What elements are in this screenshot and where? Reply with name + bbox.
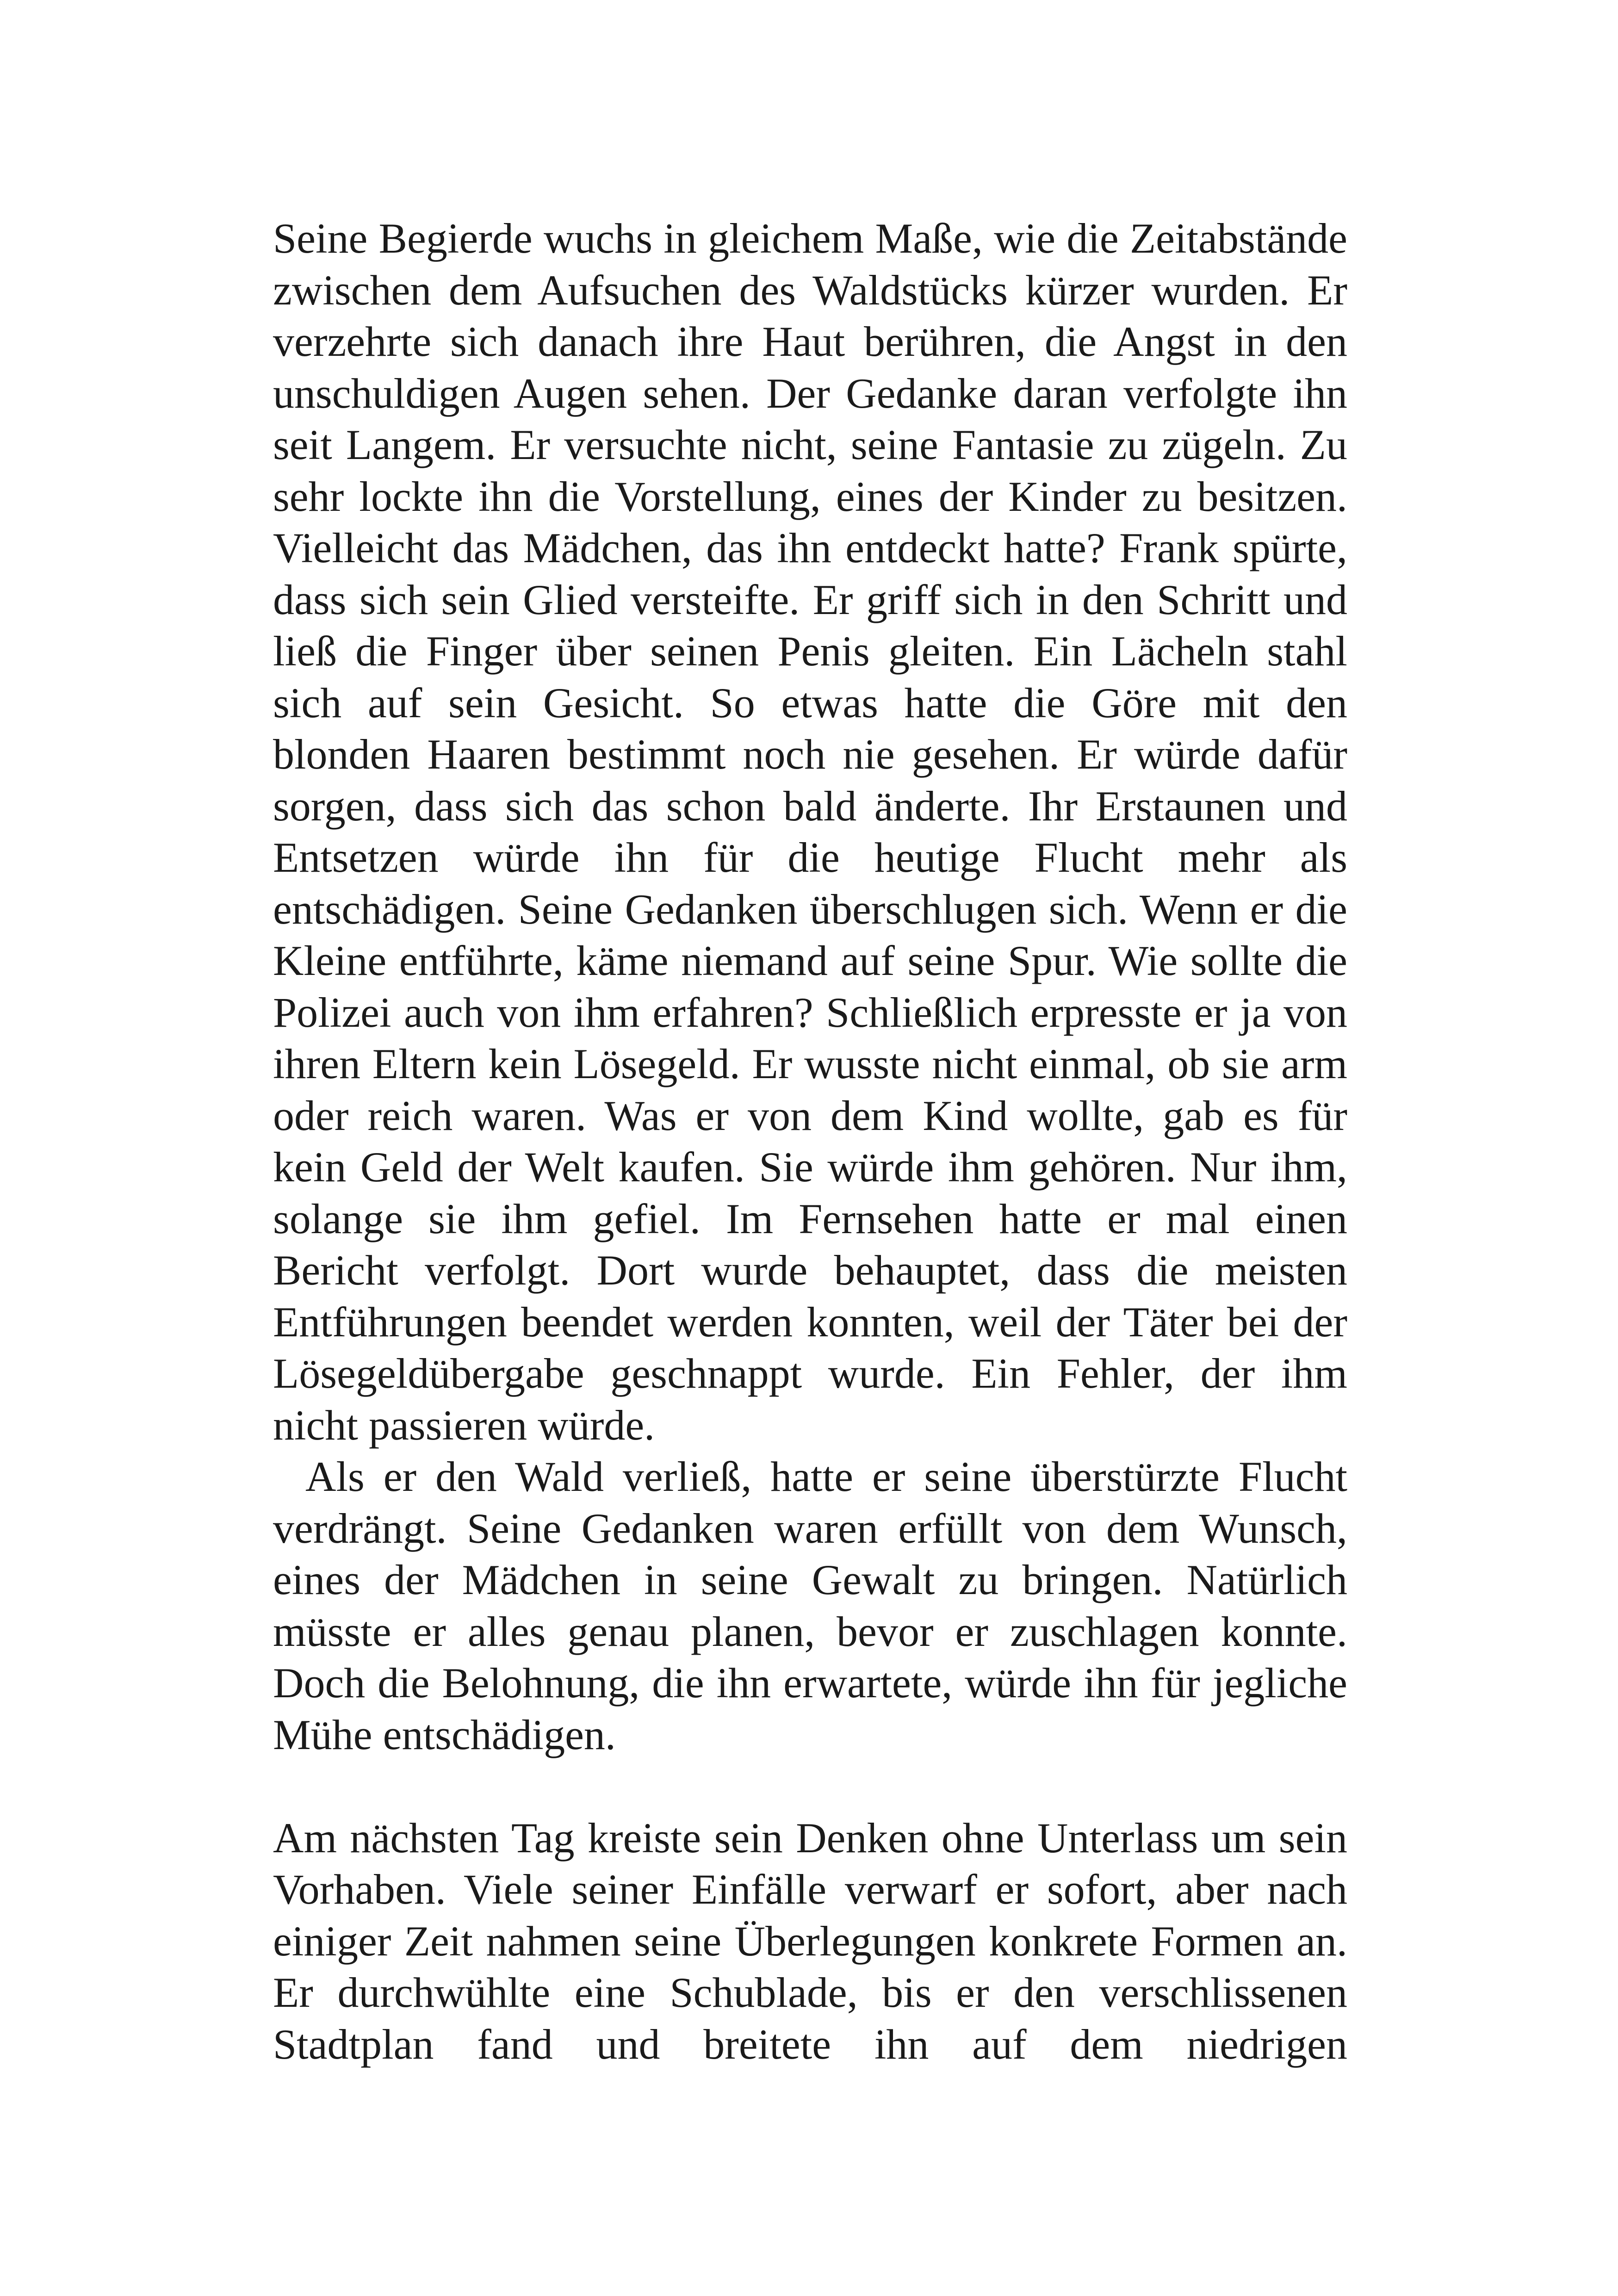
paragraph <box>273 1451 1347 1761</box>
text-line: Seine Begierde wuchs in gleichem Maße, wie die Zeitabstände <box>273 215 1347 262</box>
text-line: Doch die Belohnung, die ihn erwartete, würde ihn für jegliche <box>273 1659 1347 1706</box>
text-line: eines der Mädchen in seine Gewalt zu bringen. Natürlich <box>273 1556 1347 1603</box>
text-line: ihren Eltern kein Lösegeld. Er wusste nicht einmal, ob sie arm <box>273 1040 1347 1087</box>
text-line: Lösegeldübergabe geschnappt wurde. Ein Fehler, der ihm <box>273 1350 1347 1397</box>
text-line: ließ die Finger über seinen Penis gleiten. Ein Lächeln stahl <box>273 627 1347 675</box>
text-line: sich auf sein Gesicht. So etwas hatte die Göre mit den <box>273 679 1347 726</box>
text-line: verzehrte sich danach ihre Haut berühren, die Angst in den <box>273 318 1347 365</box>
paragraph-gap <box>273 1761 1347 1812</box>
text-line: Vorhaben. Viele seiner Einfälle verwarf er sofort, aber nach <box>273 1866 1347 1913</box>
paragraph <box>273 1812 1347 2071</box>
text-line: einiger Zeit nahmen seine Überlegungen konkrete Formen an. <box>273 1917 1347 1965</box>
text-line: seit Langem. Er versuchte nicht, seine Fantasie zu zügeln. Zu <box>273 421 1347 468</box>
text-line: oder reich waren. Was er von dem Kind wollte, gab es für <box>273 1092 1347 1139</box>
text-line: sehr lockte ihn die Vorstellung, eines der Kinder zu besitzen. <box>273 472 1347 520</box>
text-line: kein Geld der Welt kaufen. Sie würde ihm gehören. Nur ihm, <box>273 1143 1347 1191</box>
text-line: Bericht verfolgt. Dort wurde behauptet, dass die meisten <box>273 1247 1347 1294</box>
text-line: Entsetzen würde ihn für die heutige Flucht mehr als <box>273 834 1347 881</box>
text-line: Er durchwühlte eine Schublade, bis er den verschlissenen <box>273 1969 1347 2016</box>
text-line: Vielleicht das Mädchen, das ihn entdeckt hatte? Frank spürte, <box>273 524 1347 571</box>
text-line: dass sich sein Glied versteifte. Er griff sich in den Schritt und <box>273 576 1347 623</box>
text-line: entschädigen. Seine Gedanken überschlugen sich. Wenn er die <box>273 885 1347 933</box>
text-line: zwischen dem Aufsuchen des Waldstücks kürzer wurden. Er <box>273 266 1347 314</box>
text-line: Am nächsten Tag kreiste sein Denken ohne Unterlass um sein <box>273 1814 1347 1862</box>
text-line: Mühe entschädigen. <box>273 1711 616 1758</box>
text-line: Polizei auch von ihm erfahren? Schließlich erpresste er ja von <box>273 988 1347 1036</box>
body-text <box>273 213 1347 2070</box>
text-line: nicht passieren würde. <box>273 1401 655 1449</box>
text-line: Entführungen beendet werden konnten, weil der Täter bei der <box>273 1298 1347 1346</box>
text-line: Kleine entführte, käme niemand auf seine Spur. Wie sollte die <box>273 937 1347 984</box>
text-line: müsste er alles genau planen, bevor er zuschlagen konnte. <box>273 1607 1347 1655</box>
text-line: blonden Haaren bestimmt noch nie gesehen. Er würde dafür <box>273 731 1347 778</box>
text-line: unschuldigen Augen sehen. Der Gedanke daran verfolgte ihn <box>273 369 1347 417</box>
text-line: Als er den Wald verließ, hatte er seine überstürzte Flucht <box>305 1453 1347 1500</box>
paragraph <box>273 213 1347 1451</box>
text-line: Stadtplan fand und breitete ihn auf dem niedrigen <box>273 2020 1347 2068</box>
text-line: verdrängt. Seine Gedanken waren erfüllt von dem Wunsch, <box>273 1504 1347 1552</box>
text-line: solange sie ihm gefiel. Im Fernsehen hatte er mal einen <box>273 1195 1347 1242</box>
text-line: sorgen, dass sich das schon bald änderte. Ihr Erstaunen und <box>273 782 1347 830</box>
